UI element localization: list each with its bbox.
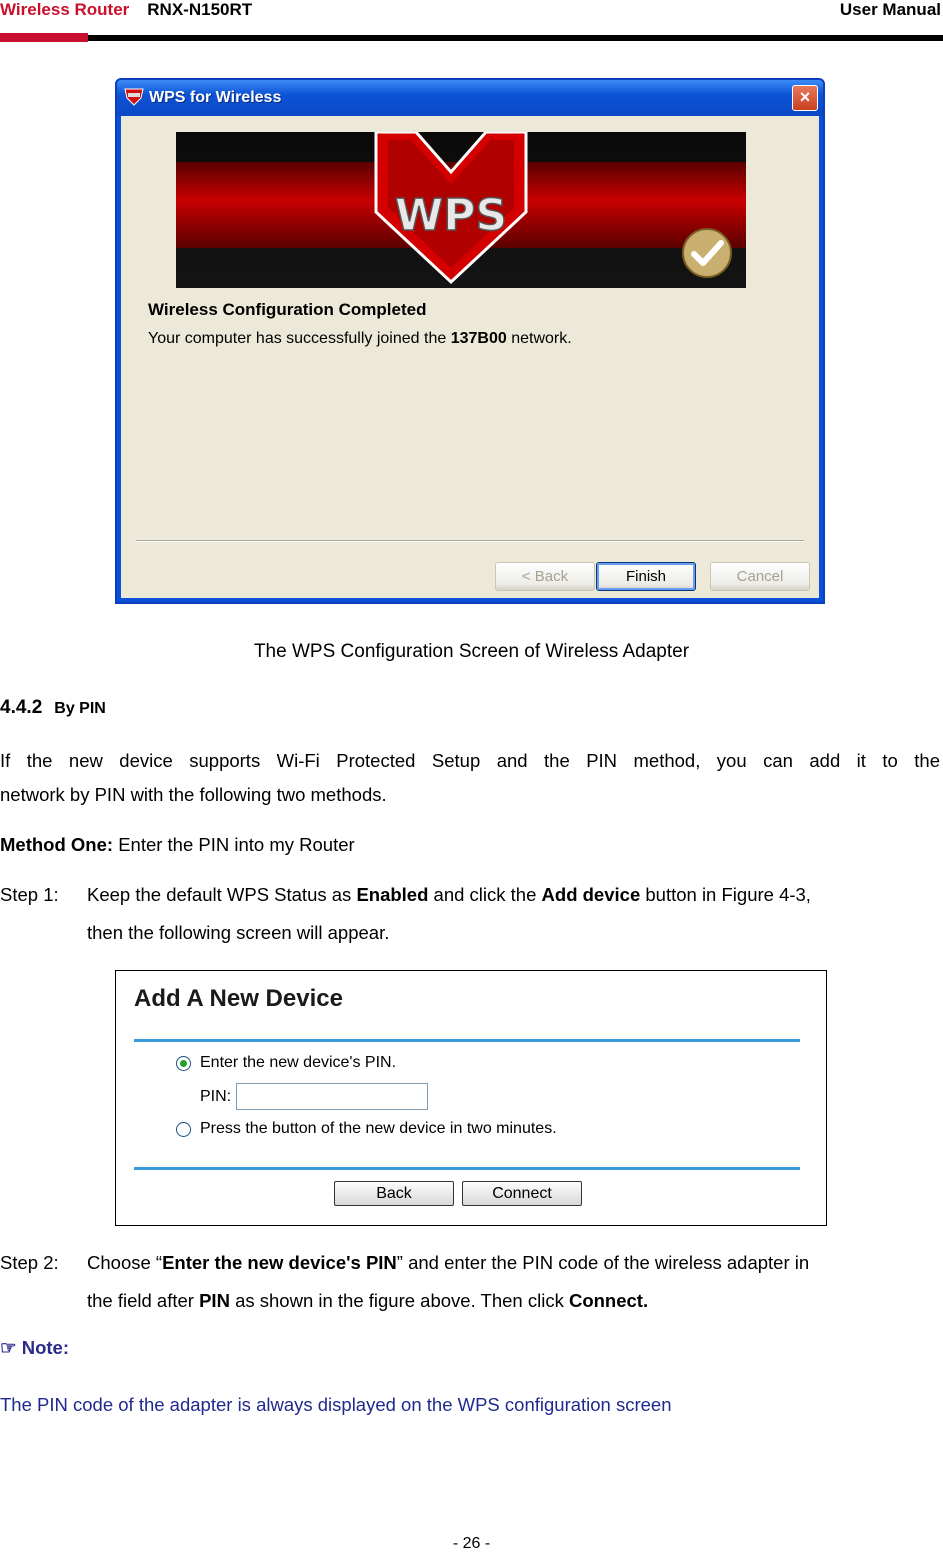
finish-button[interactable]: Finish [596,562,696,591]
back-button[interactable]: < Back [495,562,595,591]
wps-status-heading: Wireless Configuration Completed [148,300,427,319]
wps-dialog-title: WPS for Wireless [149,89,282,106]
wps-logo-text: WPS [394,190,508,241]
step1-text-b: and click the [433,884,537,905]
wps-status-message [148,330,572,348]
note-text: The PIN code of the adapter is always displayed on the WPS configuration screen [0,1394,672,1415]
step1-bold-b: Add device [541,884,641,905]
close-button[interactable]: × [792,85,818,111]
step1-text [87,884,811,906]
step1-text-c: button in Figure 4-3, [645,884,811,905]
header-rule-black [88,35,943,41]
header-model: RNX-N150RT [147,0,253,19]
step1-bold-a: Enabled [356,884,429,905]
header-left [0,0,252,20]
note-label: Note: [21,1337,70,1358]
pin-input[interactable] [236,1083,428,1110]
intro-line-2: network by PIN with the following two methods. [0,784,387,805]
add-device-bottom-rule [134,1167,800,1170]
step2-line2-b: as shown in the figure above. Then click [235,1290,564,1311]
wps-dialog-body [121,116,819,598]
button-option-label: Press the button of the new device in two minutes. [200,1120,557,1137]
wps-message-prefix: Your computer has successfully joined the [148,330,447,347]
step2-label: Step 2: [0,1252,59,1273]
wps-dialog-titlebar [117,80,823,116]
step2-line2-a: the field after [87,1290,194,1311]
step2-bold-c: Connect. [568,1290,649,1311]
cancel-button[interactable]: Cancel [710,562,810,591]
step1-line-2: then the following screen will appear. [87,922,390,943]
step1-text-a: Keep the default WPS Status as [87,884,352,905]
pin-label: PIN: [200,1088,232,1105]
intro-line-1: If the new device supports Wi-Fi Protected Setup and the PIN method, you can add it to the [0,750,940,771]
step2-text [87,1252,809,1274]
add-device-panel [115,970,827,1226]
section-heading [0,697,106,719]
wps-separator [136,540,804,542]
step2-text-a: Choose “ [87,1252,163,1273]
figure-caption: The WPS Configuration Screen of Wireless Adapter [253,641,690,662]
wps-shield-logo [366,132,536,288]
step2-bold-b: PIN [199,1290,230,1311]
step1-label: Step 1: [0,884,59,905]
wps-app-icon [124,88,144,106]
step2-line-2 [87,1290,648,1312]
section-title: By PIN [54,700,106,717]
pin-option-label: Enter the new device's PIN. [200,1054,397,1071]
method-one [0,834,355,856]
pointing-hand-icon: ☞ [0,1337,17,1358]
wps-message-suffix: network. [511,330,572,347]
add-device-top-rule [134,1039,800,1042]
header-doc-type: User Manual [839,0,941,19]
note-heading [0,1337,69,1359]
add-device-title: Add A New Device [134,985,343,1012]
page-number: - 26 - [452,1535,491,1552]
add-device-back-button[interactable]: Back [334,1181,454,1206]
wps-banner [176,132,746,288]
header-brand: Wireless Router [0,0,130,19]
header-rule-red [0,33,88,42]
wps-dialog-window [115,78,825,604]
section-number: 4.4.2 [0,697,43,718]
step2-bold-a: Enter the new device's PIN [162,1252,397,1273]
method-one-text: Enter the PIN into my Router [118,834,355,855]
success-check-icon [681,227,733,279]
pin-option-radio[interactable] [176,1056,191,1071]
button-option-radio[interactable] [176,1122,191,1137]
page-header [0,0,943,44]
step2-text-b: ” and enter the PIN code of the wireless adapter in [396,1252,810,1273]
method-one-label: Method One: [0,834,114,855]
wps-network-name: 137B00 [450,330,507,347]
connect-button[interactable]: Connect [462,1181,582,1206]
